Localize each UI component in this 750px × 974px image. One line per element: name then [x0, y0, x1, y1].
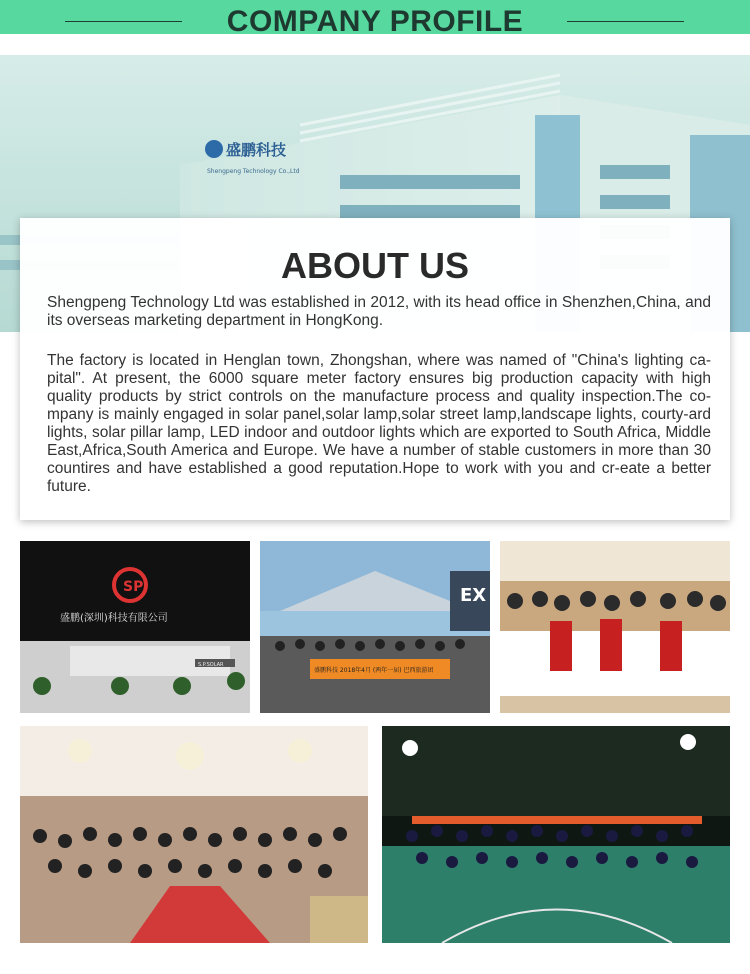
about-paragraph-1: Shengpeng Technology Ltd was established in 2012, with its head office in Shenzhen,China, and its overseas marketing department in HongKong.	[47, 294, 711, 329]
about-paragraph-2: The factory is located in Henglan town, Zhongshan, where was named of "China's lighting ca-pital". At present, the 6000 square meter factory ensures big production capacity with high quality products by strict controls on the manufacture process and quality inspection.The co-mpany is mainly engaged in solar panel,solar lamp,solar street lamp,landscape lights, courty-ard lights, solar pillar lamp, LED indoor and outdoor lights which are exported to South Africa, Middle East,Africa,South America and Europe. We have a number of stable customers in more than 30 countires and have established a good reputation.Hope to work with you and cr-eate a better future.	[47, 352, 711, 495]
banquet-photo	[500, 541, 730, 713]
svg-text:SP: SP	[123, 579, 144, 595]
basketball-court-photo	[382, 726, 730, 943]
building-sign: 盛鹏科技	[226, 141, 287, 159]
outdoor-group-photo	[260, 541, 490, 713]
building-letters: EX	[460, 585, 487, 606]
page-title: COMPANY PROFILE	[226, 5, 524, 38]
building-sign-sub: Shengpeng Technology Co.,Ltd	[207, 168, 300, 175]
about-card	[20, 218, 730, 520]
reception-wall-text: 盛鹏(深圳)科技有限公司	[60, 613, 168, 624]
about-heading: ABOUT US	[281, 245, 469, 286]
ballroom-group-photo	[20, 726, 368, 943]
header-band	[0, 0, 750, 38]
group-banner: 盛鹏科技 2018年4月 (两年一届) 巴西旅游团	[314, 667, 434, 674]
desk-sign: S.P.SOLAR	[198, 662, 224, 668]
reception-photo	[20, 541, 250, 713]
header-rule-right	[567, 21, 684, 22]
